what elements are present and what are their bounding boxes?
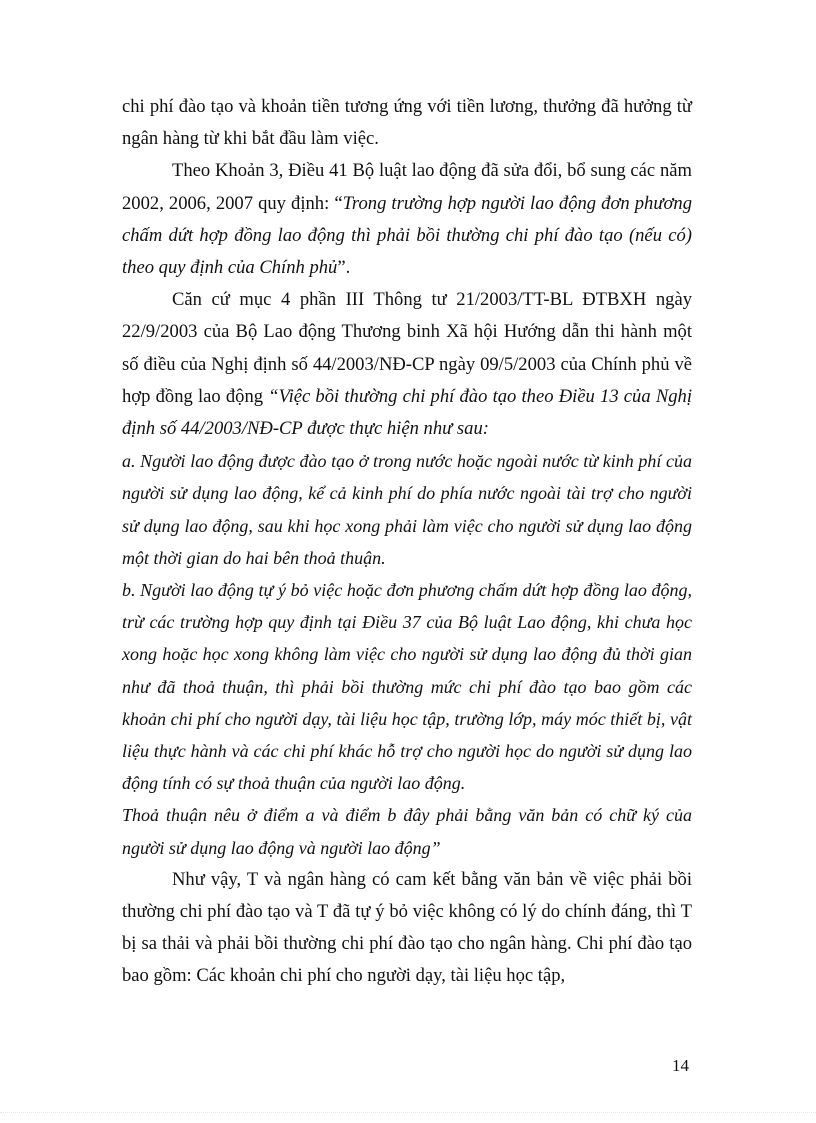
paragraph-1: chi phí đào tạo và khoản tiền tương ứng với tiền lương, thưởng đã hưởng từ ngân hàng từ khi bắt đầu làm việc. [122,96,692,150]
paragraph-2-quote: Trong trường hợp người lao động đơn phương chấm dứt hợp đồng lao động thì phải bồi thường chi phí đào tạo (nếu có) theo quy định của Chính phủ [122,192,692,279]
page-number: 14 [672,1056,689,1075]
paragraph-4: Như vậy, T và ngân hàng có cam kết bằng văn bản về việc phải bồi thường chi phí đào tạo và T đã tự ý bỏ việc không có lý do chính đáng, thì T bị sa thải và phải bồi thường chi phí đào tạo cho ngân hàng. Chi phí đào tạo bao gồm: Các khoản chi phí cho người dạy, tài liệu học tập, [122,868,692,987]
paragraph-2-tail: ”. [337,257,351,279]
quote-item-b: b. Người lao động tự ý bỏ việc hoặc đơn phương chấm dứt hợp đồng lao động, trừ các trường hợp quy định tại Điều 37 của Bộ luật Lao động, khi chưa học xong hoặc học xong không làm việc cho người sử dụng lao động đủ thời gian như đã thoả thuận, thì phải bồi thường mức chi phí đào tạo bao gồm các khoản chi phí cho người dạy, tài liệu học tập, trường lớp, máy móc thiết bị, vật liệu thực hành và các chi phí khác hỗ trợ cho người học do người sử dụng lao động tính có sự thoả thuận của người lao động. [122,580,692,794]
paragraph-2 [122,155,692,284]
paragraph-3-quote: “Việc bồi thường chi phí đào tạo theo Điều 13 của Nghị định số 44/2003/NĐ-CP được thực hiện như sau: [122,385,692,440]
paragraph-2-lead: Theo Khoản 3, Điều 41 Bộ luật lao động đã sửa đổi, bổ sung các năm 2002, 2006, 2007 quy định: “ [122,160,692,214]
footer-divider [0,1112,816,1113]
paragraph-3-lead: Căn cứ mục 4 phần III Thông tư 21/2003/TT-BL ĐTBXH ngày 22/9/2003 của Bộ Lao động Thương binh Xã hội Hướng dẫn thi hành một số điều của Nghị định số 44/2003/NĐ-CP ngày 09/5/2003 của Chính phủ về hợp đồng lao động [122,289,692,407]
paragraph-3 [122,284,692,445]
quote-closing: Thoả thuận nêu ở điểm a và điểm b đây phải bằng văn bản có chữ ký của người sử dụng lao động và người lao động” [122,805,692,858]
quote-item-a: a. Người lao động được đào tạo ở trong nước hoặc ngoài nước từ kinh phí của người sử dụng lao động, kể cả kinh phí do phía nước ngoài tài trợ cho người sử dụng lao động, sau khi học xong phải làm việc cho người sử dụng lao động một thời gian do hai bên thoả thuận. [122,451,692,568]
document-body [122,91,692,993]
